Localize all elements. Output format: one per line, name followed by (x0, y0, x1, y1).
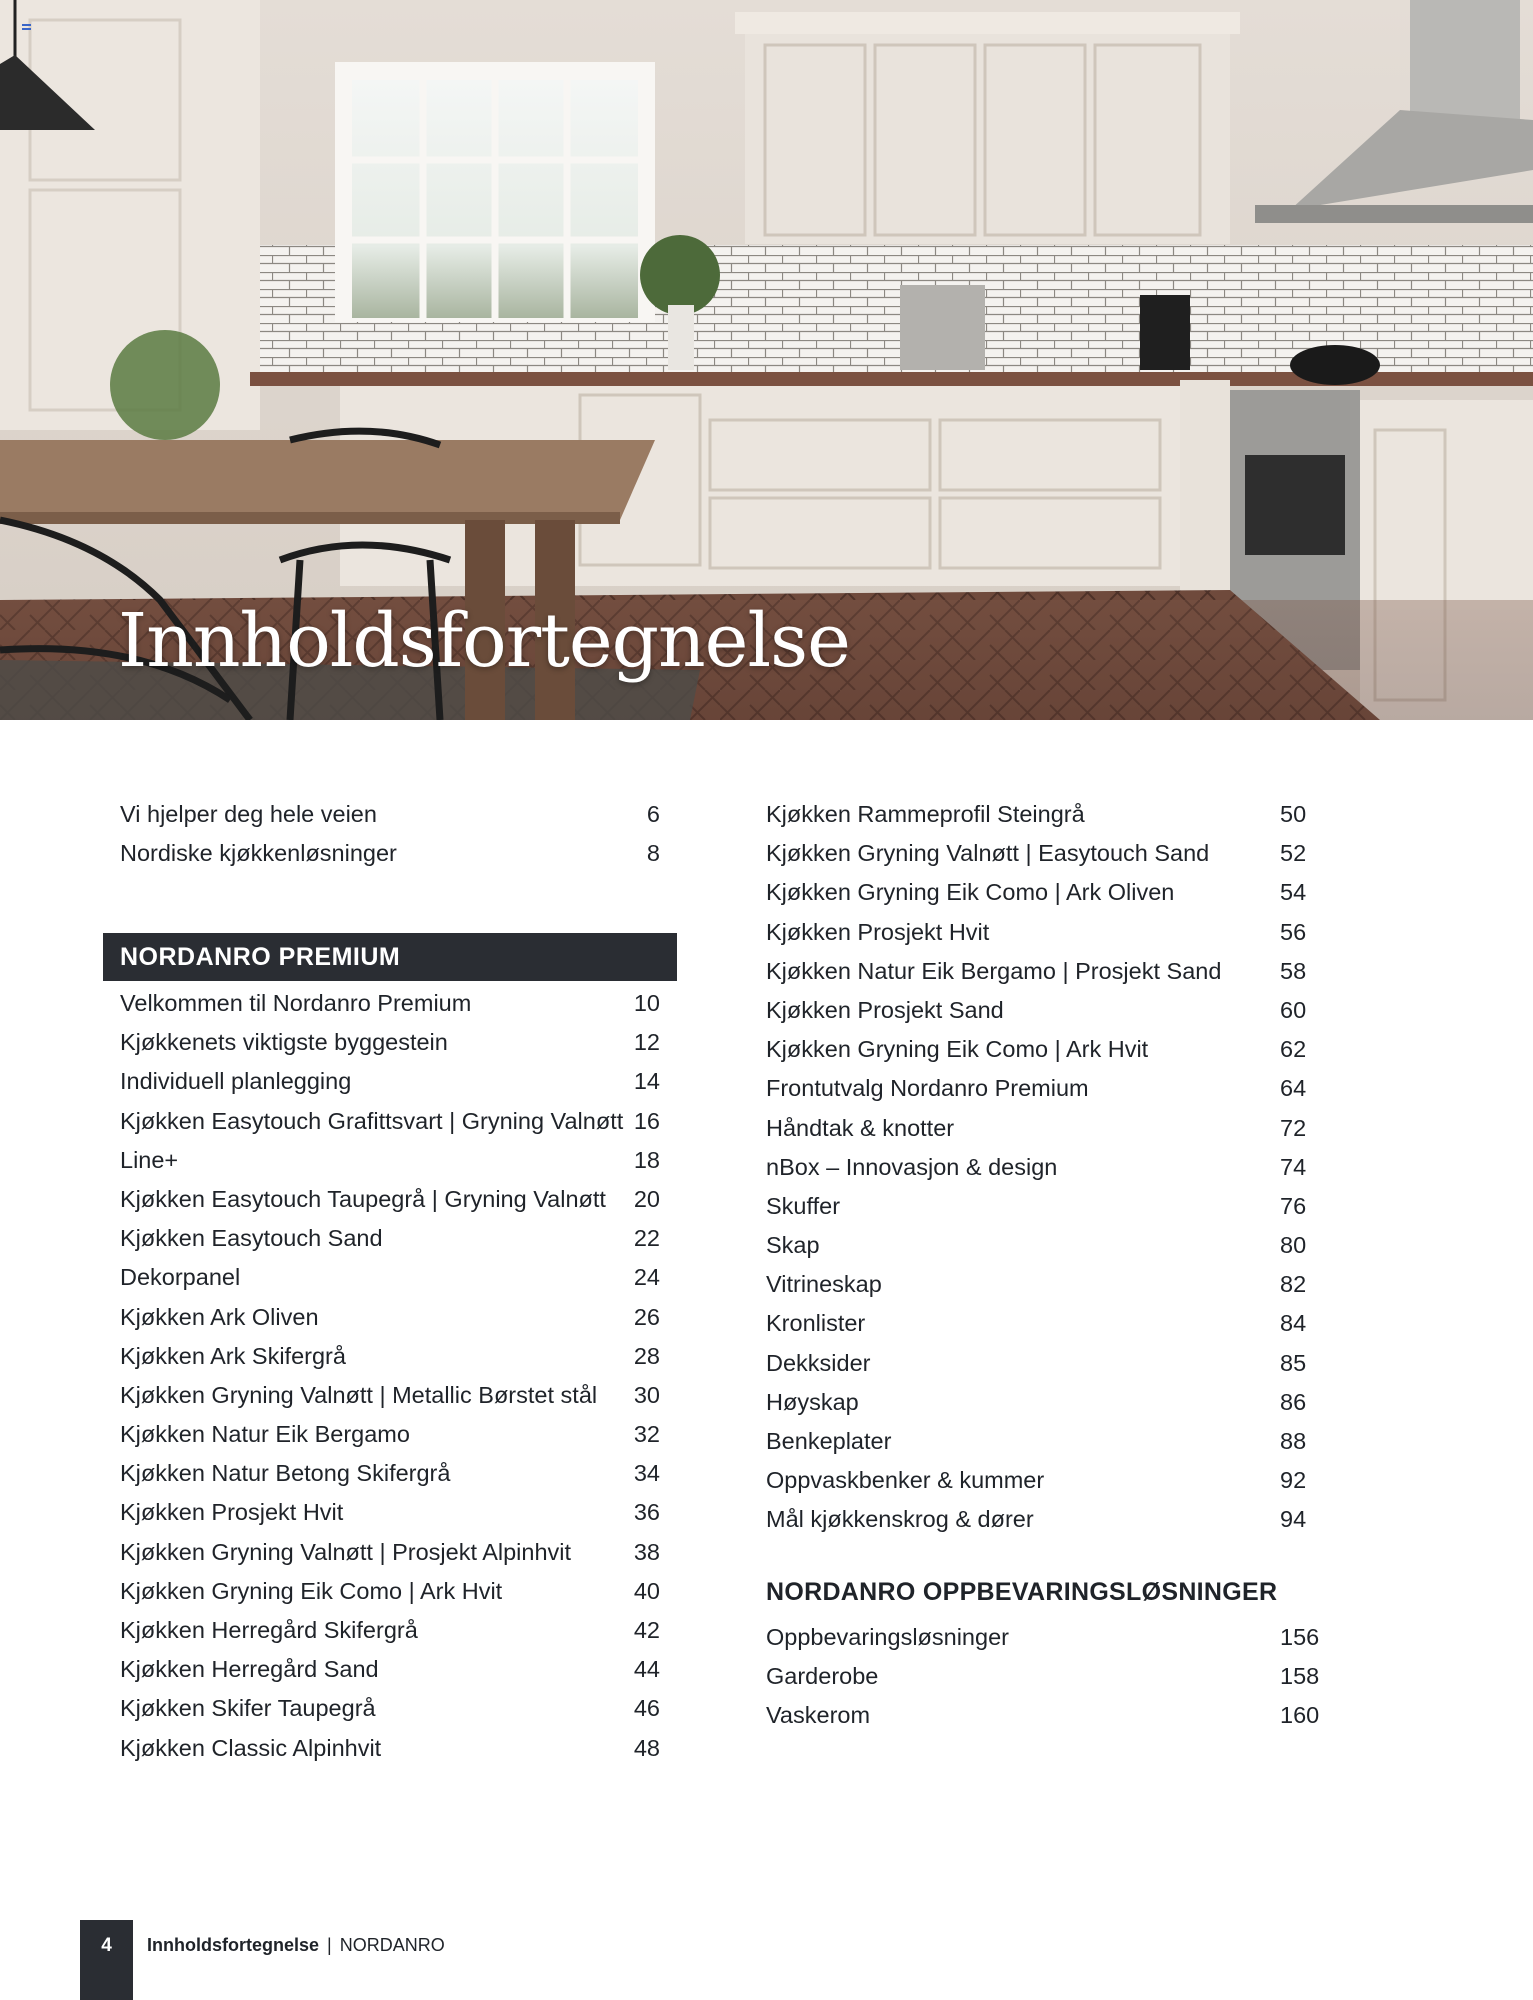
toc-entry[interactable] (766, 1109, 1326, 1148)
toc-entry-page: 50 (1280, 801, 1307, 827)
toc-entry-page: 22 (633, 1225, 660, 1252)
toc-entry-page: 60 (1280, 996, 1307, 1023)
toc-entry[interactable] (766, 952, 1326, 991)
toc-entry-title: Mål kjøkkenskrog & dører (766, 1506, 1034, 1533)
toc-entry-page: 26 (633, 1303, 660, 1330)
toc-entry[interactable] (766, 1148, 1326, 1187)
toc-entry-page: 48 (633, 1734, 660, 1761)
toc-entry-title: Kjøkken Easytouch Taupegrå | Gryning Valnøtt (120, 1185, 606, 1212)
toc-entry-title: Kjøkken Herregård Sand (120, 1656, 379, 1683)
toc-entry-title: Kjøkken Natur Eik Bergamo | Prosjekt Sand (766, 957, 1222, 984)
toc-entry[interactable] (766, 991, 1326, 1030)
toc-entry[interactable] (120, 1062, 660, 1101)
toc-entry-page: 20 (633, 1185, 660, 1212)
toc-entry-title: Garderobe (766, 1663, 879, 1690)
footer-section: Innholdsfortegnelse (147, 1935, 320, 1955)
toc-entry-page: 32 (633, 1421, 660, 1448)
toc-entry-page: 62 (1280, 1036, 1307, 1063)
toc-entry-title: Kjøkken Gryning Eik Como | Ark Hvit (120, 1577, 503, 1604)
toc-entry[interactable] (120, 1415, 660, 1454)
toc-entry[interactable] (120, 1023, 660, 1062)
toc-entry-title: Skuffer (766, 1192, 841, 1219)
toc-entry[interactable] (766, 1226, 1326, 1265)
footer-brand: NORDANRO (339, 1935, 445, 1955)
toc-entry-title: Line+ (120, 1146, 179, 1173)
toc-entry-page: 36 (633, 1499, 660, 1526)
toc-entry[interactable] (120, 1298, 660, 1337)
hero-image (0, 0, 1533, 720)
toc-entry[interactable] (120, 1337, 660, 1376)
toc-entry[interactable] (766, 1461, 1326, 1500)
toc-entry-title: Nordiske kjøkkenløsninger (120, 840, 397, 867)
toc-entry-title: Kjøkken Natur Betong Skifergrå (120, 1460, 451, 1487)
toc-entry-page: 10 (633, 990, 660, 1016)
toc-entry-page: 38 (633, 1538, 660, 1565)
toc-entry-page: 74 (1280, 1153, 1307, 1180)
toc-entry[interactable] (120, 1454, 660, 1493)
toc-entry-title: Håndtak & knotter (766, 1114, 955, 1141)
toc-entry[interactable] (766, 1344, 1326, 1383)
toc-entry-title: Høyskap (766, 1388, 859, 1415)
toc-entry[interactable] (120, 1533, 660, 1572)
toc-entry-page: 158 (1280, 1663, 1320, 1690)
toc-entry[interactable] (766, 1030, 1326, 1069)
toc-entry[interactable] (120, 1141, 660, 1180)
footer-separator: | (327, 1935, 332, 1955)
toc-entry-page: 160 (1280, 1702, 1320, 1729)
toc-entry-title: Benkeplater (766, 1428, 892, 1454)
toc-entry-page: 42 (633, 1617, 660, 1643)
toc-entry-page: 18 (633, 1146, 660, 1173)
toc-entry[interactable] (766, 1696, 1326, 1735)
menu-icon[interactable] (22, 24, 31, 32)
toc-entry-title: Kjøkken Ark Oliven (120, 1303, 319, 1330)
toc-entry-page: 46 (633, 1695, 660, 1722)
toc-entry-title: Kjøkken Prosjekt Hvit (120, 1499, 344, 1526)
toc-entry-page: 86 (1280, 1388, 1307, 1415)
toc-entry-page: 28 (633, 1342, 660, 1369)
toc-entry-page: 8 (646, 840, 660, 867)
toc-entry-page: 12 (633, 1029, 660, 1056)
toc-entry[interactable] (120, 1729, 660, 1768)
toc-entry-title: Oppbevaringsløsninger (766, 1624, 1009, 1650)
toc-entry-title: Skap (766, 1232, 820, 1259)
toc-entry[interactable] (766, 1265, 1326, 1304)
toc-entry-title: Kjøkken Herregård Skifergrå (120, 1617, 418, 1643)
toc-right-list (766, 795, 1326, 1540)
toc-entry-title: Individuell planlegging (120, 1068, 352, 1095)
footer-running-title (147, 1935, 445, 1956)
toc-entry[interactable] (120, 1493, 660, 1532)
toc-entry-title: Vaskerom (766, 1702, 871, 1729)
toc-entry-title: Kjøkken Gryning Valnøtt | Easytouch Sand (766, 840, 1210, 867)
toc-entry-title: Kjøkken Natur Eik Bergamo (120, 1421, 410, 1448)
toc-entry[interactable] (120, 1219, 660, 1258)
toc-entry[interactable] (120, 1650, 660, 1689)
toc-entry-title: Vitrineskap (766, 1271, 882, 1298)
toc-entry-page: 34 (633, 1460, 660, 1487)
footer-page-tab (80, 1920, 133, 2000)
toc-storage-list (766, 1618, 1326, 1736)
toc-entry-title: Kjøkken Gryning Valnøtt | Metallic Børstet stål (120, 1381, 598, 1408)
toc-entry-page: 40 (633, 1577, 660, 1604)
toc-entry-page: 72 (1280, 1114, 1307, 1141)
toc-entry-title: Dekorpanel (120, 1264, 241, 1291)
toc-entry[interactable] (766, 1187, 1326, 1226)
toc-entry-page: 76 (1280, 1192, 1307, 1219)
toc-entry[interactable] (766, 1500, 1326, 1539)
toc-entry[interactable] (120, 1376, 660, 1415)
toc-entry-page: 64 (1280, 1075, 1307, 1102)
toc-entry[interactable] (120, 984, 660, 1023)
toc-entry-page: 85 (1280, 1349, 1307, 1376)
toc-entry-page: 52 (1280, 840, 1307, 867)
toc-entry[interactable] (120, 1180, 660, 1219)
toc-entry-title: Kjøkken Gryning Eik Como | Ark Oliven (766, 879, 1175, 906)
toc-entry-title: Velkommen til Nordanro Premium (120, 990, 472, 1016)
toc-entry-title: Vi hjelper deg hele veien (120, 801, 377, 827)
toc-entry-page: 82 (1280, 1271, 1307, 1298)
toc-entry-title: Dekksider (766, 1349, 871, 1376)
toc-entry[interactable] (120, 834, 660, 873)
toc-entry[interactable] (766, 1657, 1326, 1696)
toc-entry-title: Kjøkken Easytouch Grafittsvart | Gryning Valnøtt (120, 1107, 624, 1134)
toc-entry-title: Kjøkken Rammeprofil Steingrå (766, 801, 1085, 827)
toc-entry-title: Kjøkken Gryning Eik Como | Ark Hvit (766, 1036, 1149, 1063)
toc-entry-page: 84 (1280, 1310, 1307, 1337)
toc-entry-page: 6 (646, 801, 660, 827)
toc-entry-page: 16 (633, 1107, 660, 1134)
toc-entry-title: Kjøkken Easytouch Sand (120, 1225, 383, 1252)
toc-entry[interactable] (766, 873, 1326, 912)
footer-page-number: 4 (101, 1935, 112, 1956)
toc-entry[interactable] (120, 1611, 660, 1650)
toc-entry[interactable] (766, 1304, 1326, 1343)
toc-entry[interactable] (766, 913, 1326, 952)
toc-entry[interactable] (120, 795, 660, 834)
toc-entry[interactable] (120, 1102, 660, 1141)
toc-entry[interactable] (766, 1618, 1326, 1657)
toc-entry-page: 54 (1280, 879, 1307, 906)
toc-entry-page: 30 (633, 1381, 660, 1408)
toc-entry[interactable] (766, 1422, 1326, 1461)
toc-entry-page: 88 (1280, 1428, 1307, 1454)
toc-entry-title: Kjøkken Classic Alpinhvit (120, 1734, 382, 1761)
toc-entry[interactable] (766, 1069, 1326, 1108)
toc-entry-title: Kjøkken Gryning Valnøtt | Prosjekt Alpinhvit (120, 1538, 572, 1565)
toc-entry-title: Kjøkkenets viktigste byggestein (120, 1029, 448, 1056)
toc-entry[interactable] (120, 1689, 660, 1728)
toc-entry[interactable] (120, 1572, 660, 1611)
toc-entry-title: Frontutvalg Nordanro Premium (766, 1075, 1089, 1102)
toc-left-top (120, 795, 660, 873)
toc-entry[interactable] (766, 834, 1326, 873)
toc-entry-page: 156 (1280, 1624, 1320, 1650)
toc-entry[interactable] (766, 795, 1326, 834)
toc-entry-page: 14 (633, 1068, 660, 1095)
page-title: Innholdsfortegnelse (118, 598, 850, 684)
toc-entry-page: 56 (1280, 918, 1307, 945)
toc-entry-page: 44 (633, 1656, 660, 1683)
toc-entry-title: Kjøkken Prosjekt Hvit (766, 918, 990, 945)
toc-entry-page: 80 (1280, 1232, 1307, 1259)
section-heading-storage: NORDANRO OPPBEVARINGSLØSNINGER (766, 1578, 1278, 1606)
toc-entry-title: Kjøkken Prosjekt Sand (766, 996, 1004, 1023)
toc-entry[interactable] (120, 1258, 660, 1297)
toc-entry-title: Kjøkken Skifer Taupegrå (120, 1695, 376, 1722)
toc-entry-title: Oppvaskbenker & kummer (766, 1467, 1045, 1494)
section-heading-label: NORDANRO PREMIUM (120, 943, 401, 971)
section-heading-premium (103, 933, 677, 981)
toc-entry-page: 24 (633, 1264, 660, 1291)
toc-entry-title: nBox – Innovasjon & design (766, 1153, 1058, 1180)
toc-entry-page: 58 (1280, 957, 1307, 984)
toc-entry-page: 94 (1280, 1506, 1307, 1533)
toc-premium-list (120, 984, 660, 1768)
toc-entry-title: Kronlister (766, 1310, 866, 1337)
toc-entry-page: 92 (1280, 1467, 1307, 1494)
toc-entry[interactable] (766, 1383, 1326, 1422)
toc-entry-title: Kjøkken Ark Skifergrå (120, 1342, 346, 1369)
